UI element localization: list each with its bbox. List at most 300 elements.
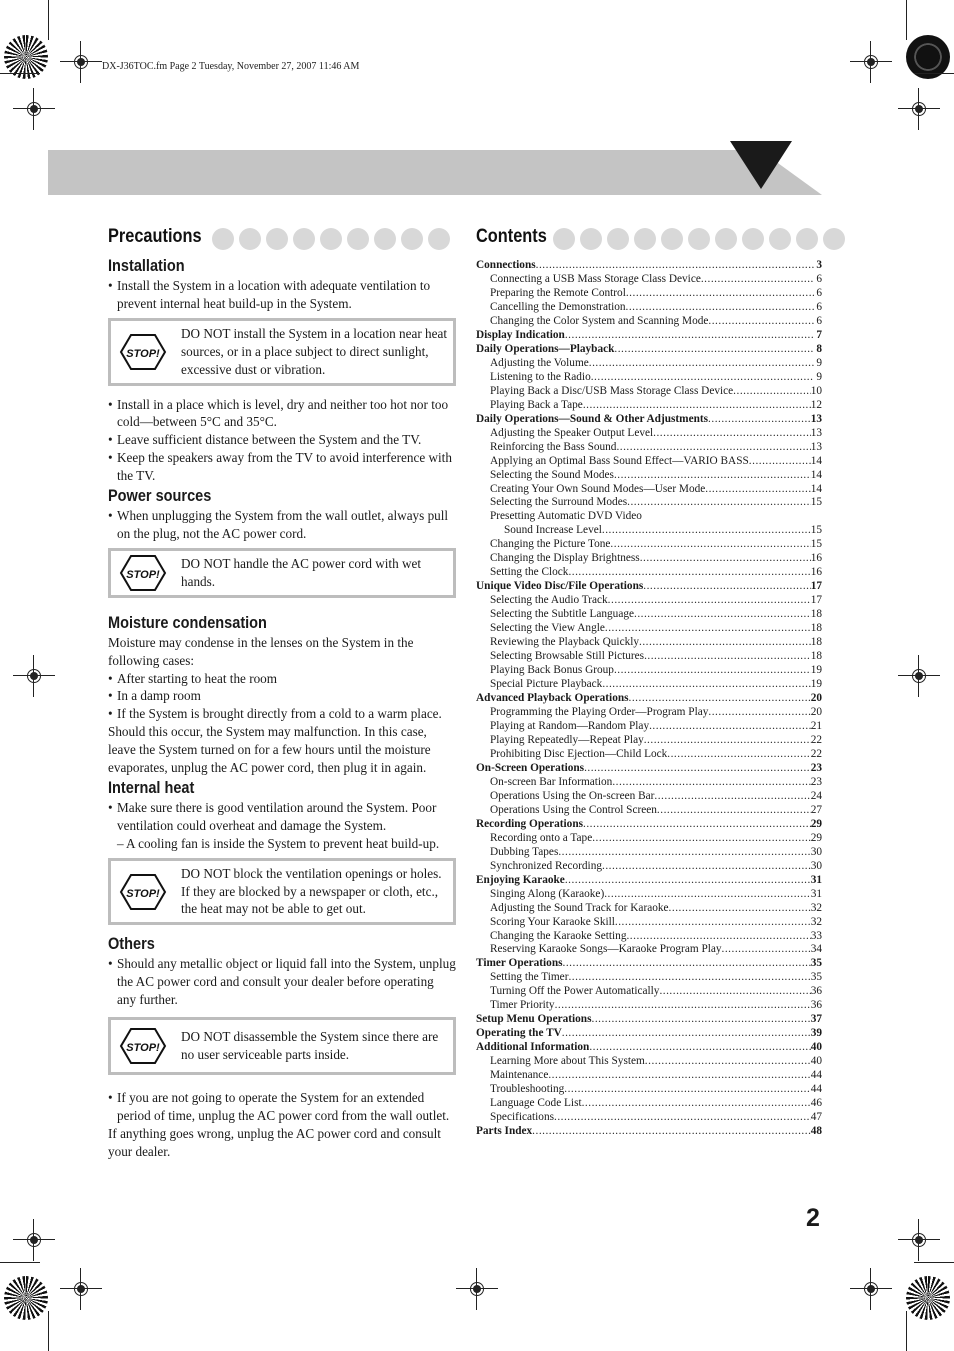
toc-entry: [476, 943, 822, 957]
toc-leader-dots: [554, 1111, 811, 1125]
toc-entry-label: Reviewing the Playback Quickly: [490, 636, 640, 649]
toc-entry-page: 40: [810, 1055, 822, 1068]
header-banner: [48, 150, 822, 195]
toc-entry-page: 18: [810, 608, 822, 621]
precautions-title: Precautions: [108, 226, 202, 247]
crop-mark: [48, 1311, 49, 1351]
crop-mark: [0, 73, 40, 74]
toc-entry-label: Playing Back a Tape: [490, 398, 583, 411]
toc-entry: [476, 510, 822, 524]
toc-entry-page: 16: [810, 552, 822, 565]
toc-entry: [476, 832, 822, 846]
toc-entry-page: 16: [810, 566, 822, 579]
toc-entry: [476, 538, 822, 552]
toc-entry: [476, 1069, 822, 1083]
precautions-column: [108, 255, 456, 1161]
toc-leader-dots: [532, 1125, 811, 1139]
moisture-paragraph: Should this occur, the System may malfunction. In this case, leave the System turned on for a few hours until the moisture evaporates, unplug the AC power cord, then plug it in again.: [108, 724, 431, 776]
toc-entry-label: Selecting the Surround Modes: [490, 496, 628, 509]
toc-leader-dots: [563, 957, 811, 971]
toc-leader-dots: [644, 734, 811, 748]
internal-heat-note-text: A cooling fan is inside the System to prevent heat build-up.: [126, 835, 440, 851]
toc-leader-dots: [568, 566, 810, 580]
toc-leader-dots: [705, 483, 810, 497]
toc-entry-label: Programming the Playing Order—Program Play: [490, 706, 709, 718]
toc-entry-page: 32: [810, 901, 822, 914]
toc-leader-dots: [562, 1027, 811, 1041]
toc-entry-label: Reinforcing the Bass Sound: [490, 440, 617, 453]
toc-entry-page: 29: [810, 817, 822, 830]
crosshair-mark: [856, 47, 886, 77]
moisture-bullet: • If the System is brought directly from a cold to a warm place.: [108, 705, 456, 723]
toc-entry-page: 20: [810, 706, 822, 718]
toc-entry: [476, 762, 822, 776]
stop-hand-icon: [119, 331, 167, 373]
toc-entry-page: 12: [810, 398, 822, 411]
toc-entry-label: Changing the Picture Tone: [490, 538, 611, 551]
toc-entry: [476, 734, 822, 748]
crosshair-mark: [904, 94, 934, 124]
toc-entry-page: 35: [810, 971, 822, 984]
internal-heat-bullet: • Make sure there is good ventilation around the System. Poor ventilation could overheat and damage the System.: [108, 799, 456, 835]
crosshair-mark: [462, 1274, 492, 1304]
toc-entry-page: 14: [810, 454, 822, 467]
toc-leader-dots: [708, 706, 810, 720]
power-sources-heading: Power sources: [108, 487, 212, 506]
toc-entry-label: Creating Your Own Sound Modes—User Mode: [490, 482, 706, 495]
crosshair-mark: [19, 94, 49, 124]
toc-entry: [476, 455, 822, 469]
toc-entry: [476, 650, 822, 664]
toc-entry-page: 48: [810, 1125, 822, 1138]
toc-entry-label: Applying an Optimal Bass Sound Effect—VARIO BASS: [490, 454, 749, 467]
toc-entry: [476, 706, 822, 720]
toc-entry-page: 9: [816, 356, 822, 369]
toc-entry-label: Specifications: [490, 1111, 554, 1124]
toc-entry-label: Troubleshooting: [490, 1083, 565, 1096]
toc-leader-dots: [602, 524, 811, 538]
file-header-line: DX-J36TOC.fm Page 2 Tuesday, November 27, 2007 11:46 AM: [102, 61, 360, 72]
toc-entry-page: 27: [810, 803, 822, 816]
moisture-bullet: • In a damp room: [108, 687, 456, 705]
toc-entry: [476, 622, 822, 636]
toc-leader-dots: [749, 455, 811, 469]
registration-target-bottom-left: [4, 1276, 48, 1320]
toc-leader-dots: [605, 622, 811, 636]
toc-entry-label: Connections: [476, 259, 536, 271]
toc-entry-label: Preparing the Remote Control: [490, 286, 626, 299]
toc-entry-page: 15: [810, 524, 822, 537]
toc-entry-label: Display Indication: [476, 328, 565, 341]
toc-entry-label: Selecting the View Angle: [490, 622, 605, 635]
crosshair-mark: [19, 1225, 49, 1255]
installation-heading: Installation: [108, 257, 185, 275]
toc-entry-page: 39: [810, 1027, 822, 1040]
moisture-heading: Moisture condensation: [108, 613, 267, 632]
toc-entry-page: 15: [810, 538, 822, 551]
crop-mark: [914, 1262, 954, 1263]
toc-entry-page: 34: [810, 943, 822, 956]
toc-entry-label: Connecting a USB Mass Storage Class Device: [490, 272, 701, 285]
toc-leader-dots: [669, 902, 811, 916]
toc-entry: [476, 329, 822, 343]
toc-entry-page: 21: [810, 719, 822, 732]
internal-heat-heading: Internal heat: [108, 778, 195, 797]
toc-entry-label: Cancelling the Demonstration: [490, 300, 626, 313]
toc-entry-page: 17: [810, 580, 822, 593]
toc-entry-label: Changing the Karaoke Setting: [490, 929, 627, 942]
toc-entry-label: Scoring Your Karaoke Skill: [490, 915, 615, 928]
toc-leader-dots: [733, 385, 811, 399]
toc-entry-page: 47: [810, 1111, 822, 1124]
toc-leader-dots: [657, 804, 811, 818]
toc-entry-label: Changing the Display Brightness: [490, 552, 640, 565]
crosshair-mark: [904, 661, 934, 691]
toc-entry-page: 19: [810, 678, 822, 691]
toc-leader-dots: [583, 818, 811, 832]
toc-entry-page: 13: [810, 412, 822, 425]
toc-entry-page: 13: [810, 426, 822, 439]
installation-bullet: • Install the System in a location with adequate ventilation to prevent internal heat build-up in the System.: [108, 277, 456, 313]
toc-entry: [476, 259, 822, 273]
svg-text:STOP!: STOP!: [126, 347, 160, 360]
toc-entry: [476, 1055, 822, 1069]
toc-entry-page: 35: [810, 957, 822, 970]
toc-entry: [476, 1027, 822, 1041]
stop-hand-icon: [119, 871, 167, 913]
toc-leader-dots: [708, 315, 814, 329]
power-sources-bullet: • When unplugging the System from the wall outlet, always pull on the plug, not the AC power cord.: [108, 507, 456, 543]
power-warning-box: [108, 548, 456, 598]
toc-entry: [476, 483, 822, 497]
toc-entry-page: 17: [810, 594, 822, 607]
toc-entry: [476, 790, 822, 804]
toc-entry-page: 18: [810, 650, 822, 663]
toc-entry-label: Timer Operations: [476, 957, 563, 970]
toc-entry-page: 3: [816, 259, 822, 271]
crop-mark: [906, 1311, 907, 1351]
toc-leader-dots: [608, 594, 811, 608]
toc-leader-dots: [626, 287, 814, 301]
toc-entry-label: Parts Index: [476, 1125, 533, 1138]
toc-entry: [476, 1041, 822, 1055]
toc-entry: [476, 315, 822, 329]
installation-bullet: • Install in a place which is level, dry and neither too hot nor too cold—between 5°C and 35°C.: [108, 396, 456, 432]
toc-entry: [476, 1083, 822, 1097]
toc-entry-page: 6: [816, 300, 822, 313]
toc-entry: [476, 552, 822, 566]
toc-leader-dots: [592, 1013, 811, 1027]
toc-entry-label: Language Code List: [490, 1097, 582, 1110]
toc-entry: [476, 580, 822, 594]
toc-leader-dots: [582, 1097, 811, 1111]
toc-leader-dots: [634, 608, 811, 622]
moisture-bullet: • After starting to heat the room: [108, 670, 456, 688]
svg-text:STOP!: STOP!: [126, 568, 160, 581]
toc-entry-label: Presetting Automatic DVD Video: [490, 510, 642, 523]
toc-entry: [476, 692, 822, 706]
toc-leader-dots: [643, 580, 810, 594]
others-warning-box: [108, 1017, 456, 1075]
toc-entry: [476, 1097, 822, 1111]
toc-entry: [476, 287, 822, 301]
toc-entry-label: Setting the Timer: [490, 971, 569, 984]
toc-leader-dots: [555, 999, 811, 1013]
toc-entry-label: Unique Video Disc/File Operations: [476, 580, 644, 593]
toc-entry-label: Daily Operations—Playback: [476, 342, 615, 355]
others-warning-text: DO NOT disassemble the System since there are no user serviceable parts inside.: [181, 1029, 439, 1062]
toc-entry-label: Turning Off the Power Automatically: [490, 985, 660, 998]
svg-text:STOP!: STOP!: [126, 887, 160, 900]
toc-entry-label: Changing the Color System and Scanning Mode: [490, 314, 709, 327]
toc-entry-label: Recording Operations: [476, 817, 584, 830]
toc-leader-dots: [592, 832, 810, 846]
crosshair-mark: [904, 1225, 934, 1255]
toc-entry: [476, 594, 822, 608]
toc-entry: [476, 748, 822, 762]
toc-entry: [476, 999, 822, 1013]
toc-entry-page: 6: [816, 286, 822, 299]
toc-entry-label: Recording onto a Tape: [490, 831, 593, 844]
toc-entry-page: 8: [816, 342, 822, 355]
toc-entry: [476, 776, 822, 790]
stop-hand-icon: [119, 1025, 167, 1067]
toc-entry-label: Singing Along (Karaoke): [490, 887, 605, 900]
toc-leader-dots: [627, 496, 811, 510]
toc-leader-dots: [584, 762, 811, 776]
toc-entry: [476, 818, 822, 832]
toc-leader-dots: [548, 1069, 810, 1083]
toc-leader-dots: [649, 720, 811, 734]
toc-entry-label: Dubbing Tapes: [490, 845, 559, 858]
toc-entry: [476, 608, 822, 622]
toc-entry: [476, 371, 822, 385]
toc-entry-page: 33: [810, 929, 822, 942]
toc-entry-label: Synchronized Recording: [490, 859, 602, 872]
toc-entry-page: 44: [810, 1069, 822, 1082]
registration-target-bottom-right: [906, 1276, 950, 1320]
toc-leader-dots: [644, 650, 811, 664]
toc-entry: [476, 399, 822, 413]
toc-entry: [476, 427, 822, 441]
toc-entry-label: Operations Using the Control Screen: [490, 803, 657, 816]
others-paragraph: If anything goes wrong, unplug the AC power cord and consult your dealer.: [108, 1125, 441, 1159]
svg-text:STOP!: STOP!: [126, 1042, 160, 1054]
crosshair-mark: [19, 661, 49, 691]
others-heading: Others: [108, 935, 155, 954]
toc-leader-dots: [610, 538, 810, 552]
toc-entry-label: Adjusting the Speaker Output Level: [490, 426, 654, 439]
toc-entry: [476, 413, 822, 427]
installation-bullet: • Keep the speakers away from the TV to avoid interference with the TV.: [108, 449, 456, 485]
toc-entry-page: 6: [816, 272, 822, 285]
toc-entry: [476, 985, 822, 999]
toc-entry: [476, 916, 822, 930]
toc-entry-label: Playing Repeatedly—Repeat Play: [490, 733, 644, 746]
installation-warning-text: DO NOT install the System in a location near heat sources, or in a place subject to direct sunlight, excessive dust or vibration.: [181, 325, 448, 377]
toc-entry-page: 20: [810, 692, 822, 705]
toc-entry-label: Operations Using the On-screen Bar: [490, 789, 655, 802]
toc-entry-page: 31: [810, 873, 822, 886]
toc-leader-dots: [614, 343, 814, 357]
stop-hand-icon: [119, 552, 167, 594]
toc-entry: [476, 930, 822, 944]
toc-entry-label: Adjusting the Sound Track for Karaoke: [490, 901, 669, 914]
toc-entry-label: Reserving Karaoke Songs—Karaoke Program Play: [490, 943, 722, 956]
toc-entry-page: 23: [810, 761, 822, 774]
crop-mark: [906, 0, 907, 40]
toc-entry: [476, 524, 822, 538]
contents-title: Contents: [476, 226, 547, 247]
toc-entry: [476, 636, 822, 650]
crop-mark: [48, 0, 49, 40]
toc-leader-dots: [616, 441, 810, 455]
toc-leader-dots: [626, 930, 810, 944]
toc-leader-dots: [589, 1041, 810, 1055]
toc-entry: [476, 678, 822, 692]
toc-entry-page: 30: [810, 845, 822, 858]
toc-entry-page: 32: [810, 915, 822, 928]
toc-entry-page: 19: [810, 664, 822, 677]
toc-leader-dots: [708, 413, 811, 427]
crosshair-mark: [856, 1274, 886, 1304]
toc-entry: [476, 664, 822, 678]
toc-entry-label: Selecting the Audio Track: [490, 594, 608, 607]
toc-entry-label: Maintenance: [490, 1069, 549, 1082]
moisture-paragraph: Moisture may condense in the lenses on the System in the following cases:: [108, 634, 414, 668]
toc-entry-label: Listening to the Radio: [490, 370, 591, 383]
toc-entry: [476, 846, 822, 860]
toc-entry: [476, 902, 822, 916]
toc-entry: [476, 385, 822, 399]
precautions-title-dots: [212, 228, 450, 250]
toc-entry: [476, 301, 822, 315]
toc-leader-dots: [629, 692, 811, 706]
toc-entry-label: Timer Priority: [490, 999, 555, 1012]
table-of-contents: [476, 259, 822, 1139]
toc-leader-dots: [558, 846, 810, 860]
toc-leader-dots: [640, 552, 811, 566]
toc-leader-dots: [564, 1083, 810, 1097]
toc-entry-label: Additional Information: [476, 1041, 590, 1054]
toc-entry-page: 7: [816, 328, 822, 341]
toc-leader-dots: [639, 636, 811, 650]
toc-entry: [476, 957, 822, 971]
toc-entry-page: 29: [810, 831, 822, 844]
page-number: 2: [806, 1204, 820, 1232]
toc-leader-dots: [654, 790, 810, 804]
toc-entry-page: 6: [816, 314, 822, 327]
toc-leader-dots: [653, 427, 811, 441]
toc-entry: [476, 1013, 822, 1027]
toc-entry-label: Playing Back Bonus Group: [490, 664, 614, 677]
toc-entry: [476, 720, 822, 734]
toc-entry-page: 37: [810, 1013, 822, 1026]
toc-leader-dots: [565, 329, 814, 343]
toc-leader-dots: [589, 357, 814, 371]
toc-entry: [476, 357, 822, 371]
internal-heat-warning-box: [108, 858, 456, 926]
toc-entry-label: Prohibiting Disc Ejection—Child Lock: [490, 747, 668, 760]
toc-leader-dots: [604, 888, 810, 902]
contents-title-dots: [553, 228, 845, 250]
crosshair-mark: [66, 47, 96, 77]
power-warning-text: DO NOT handle the AC power cord with wet hands.: [181, 555, 422, 589]
toc-entry-label: Playing Back a Disc/USB Mass Storage Class Device: [490, 384, 734, 397]
toc-entry: [476, 1111, 822, 1125]
toc-entry-page: 36: [810, 999, 822, 1012]
toc-leader-dots: [612, 776, 810, 790]
toc-entry-label: Learning More about This System: [490, 1055, 645, 1068]
toc-leader-dots: [583, 399, 811, 413]
toc-leader-dots: [591, 371, 814, 385]
toc-entry-page: 22: [810, 733, 822, 746]
toc-leader-dots: [722, 943, 811, 957]
toc-entry-page: 30: [810, 859, 822, 872]
toc-leader-dots: [659, 985, 810, 999]
toc-entry-label: Selecting the Sound Modes: [490, 468, 614, 481]
toc-entry-label: Daily Operations—Sound & Other Adjustments: [476, 412, 709, 425]
others-bullet: • If you are not going to operate the System for an extended period of time, unplug the AC power cord from the wall outlet.: [108, 1089, 456, 1125]
toc-entry-page: 14: [810, 468, 822, 481]
toc-entry: [476, 971, 822, 985]
toc-entry: [476, 874, 822, 888]
toc-entry-label: Setting the Clock: [490, 566, 569, 579]
toc-leader-dots: [701, 273, 814, 287]
installation-bullet: • Leave sufficient distance between the System and the TV.: [108, 431, 456, 449]
toc-entry-page: 18: [810, 636, 822, 649]
toc-leader-dots: [645, 1055, 811, 1069]
toc-leader-dots: [626, 301, 814, 315]
toc-entry: [476, 860, 822, 874]
internal-heat-note: – A cooling fan is inside the System to prevent heat build-up.: [117, 835, 440, 851]
toc-entry-page: 9: [816, 370, 822, 383]
toc-entry-page: 36: [810, 985, 822, 998]
toc-entry-label: Playing at Random—Random Play: [490, 719, 650, 732]
toc-leader-dots: [536, 259, 814, 273]
toc-entry-label: Adjusting the Volume: [490, 356, 589, 369]
toc-entry: [476, 804, 822, 818]
others-bullet: • Should any metallic object or liquid fall into the System, unplug the AC power cord and consult your dealer before operating any further.: [108, 955, 456, 1009]
toc-leader-dots: [615, 916, 811, 930]
toc-entry-label: Operating the TV: [476, 1027, 562, 1040]
toc-entry-label: On-Screen Operations: [476, 761, 585, 774]
toc-entry-page: 13: [810, 440, 822, 453]
toc-entry: [476, 273, 822, 287]
toc-entry: [476, 1125, 822, 1139]
toc-entry-label: Special Picture Playback: [490, 678, 603, 691]
toc-entry: [476, 566, 822, 580]
toc-entry-label: Selecting Browsable Still Pictures: [490, 650, 645, 663]
toc-entry: [476, 441, 822, 455]
toc-entry: [476, 888, 822, 902]
toc-entry-label: Enjoying Karaoke: [476, 873, 565, 886]
toc-entry-page: 15: [810, 496, 822, 509]
toc-leader-dots: [602, 678, 810, 692]
toc-entry-page: 31: [810, 887, 822, 900]
toc-leader-dots: [602, 860, 811, 874]
toc-entry-page: 40: [810, 1041, 822, 1054]
toc-entry-label: Selecting the Subtitle Language: [490, 608, 634, 621]
toc-leader-dots: [667, 748, 810, 762]
toc-entry-page: 14: [810, 482, 822, 495]
toc-leader-dots: [614, 664, 811, 678]
toc-entry-page: 23: [810, 775, 822, 788]
installation-warning-box: [108, 318, 456, 386]
crop-mark: [914, 73, 954, 74]
toc-entry-label: Setup Menu Operations: [476, 1013, 592, 1026]
toc-entry: [476, 469, 822, 483]
